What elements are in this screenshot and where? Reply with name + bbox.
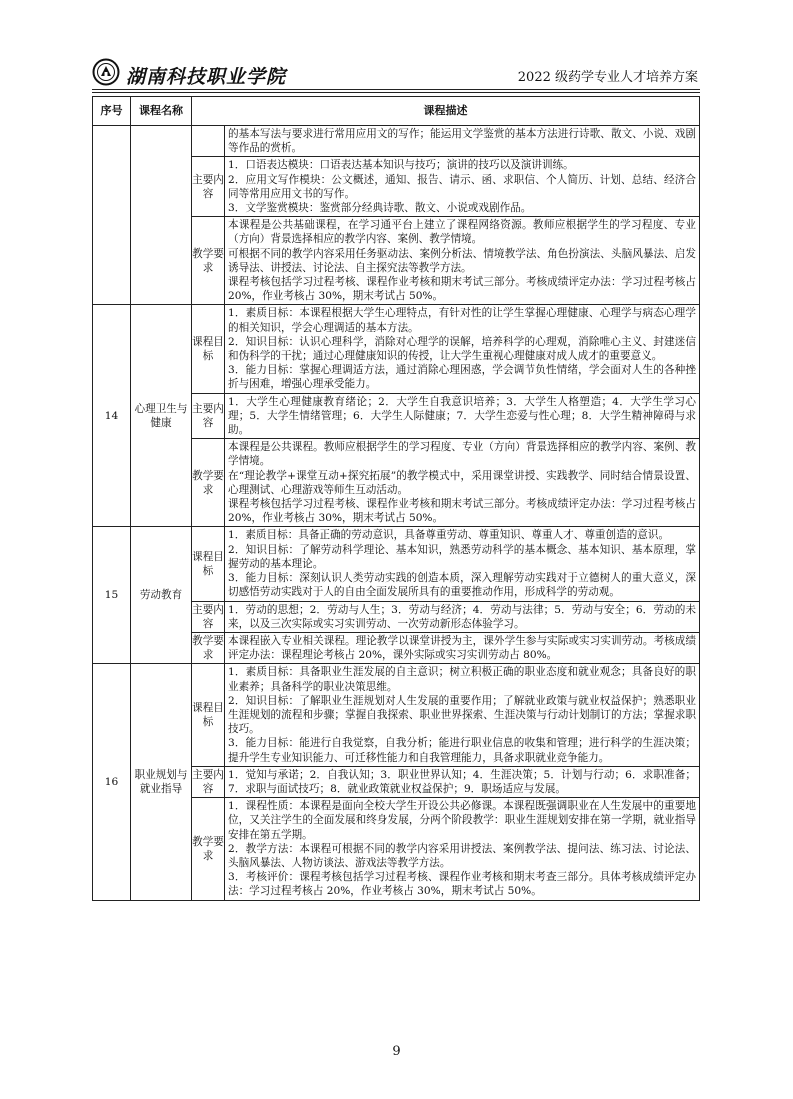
paragraph: 1．大学生心理健康教育绪论；2．大学生自我意识培养；3．大学生人格塑造；4．大学生学习心理；5．大学生情绪管理；6．大学生人际健康；7．大学生恋爱与性心理；8．大学生精神障碍与求助。: [228, 395, 696, 437]
paragraph: 1．口语表达模块：口语表达基本知识与技巧；演讲的技巧以及演讲训练。: [228, 159, 574, 172]
table-row: [93, 126, 700, 157]
target-label: 课程目标: [192, 527, 225, 601]
paragraph: 3．能力目标：掌握心理调适方法，通过消除心理困惑，学会调节负性情绪，学会面对人生的各种挫折与困难，增强心理承受能力。: [228, 364, 696, 391]
method-label: 教学要求: [192, 632, 225, 663]
cont-target-label: [192, 126, 225, 157]
paragraph: 1．素质目标：具备职业生涯发展的自主意识；树立积极正确的职业态度和就业观念；具备良好的职业素养；具备科学的职业决策思维。: [228, 666, 696, 693]
course-target: [225, 305, 700, 393]
cont-name: [131, 126, 192, 305]
paragraph: 2．知识目标：认识心理科学，消除对心理学的误解，培养科学的心理观，消除唯心主义、封建迷信和伪科学的干扰；通过心理健康知识的传授，让大学生重视心理健康对成人成才的重要意义。: [228, 335, 696, 363]
paragraph: 2．应用文写作模块：公文概述，通知、报告、请示、函、求职信、个人简历、计划、总结、经济合同等常用应用文书的写作。: [228, 173, 696, 200]
page-number: 9: [392, 1044, 401, 1059]
paragraph: 2．知识目标：了解劳动科学理论、基本知识，熟悉劳动科学的基本概念、基本知识、基本原理，掌握劳动的基本理论。: [228, 543, 696, 570]
course-name: 劳动教育: [131, 527, 192, 664]
paragraph: 1．素质目标：本课程根据大学生心理特点，有针对性的让学生掌握心理健康、心理学与病态心理学的相关知识，学会心理调适的基本方法。: [228, 307, 696, 334]
cont-method-label: 教学要求: [192, 217, 225, 305]
paragraph: 3．能力目标：深刻认识人类劳动实践的创造本质，深入理解劳动实践对于立德树人的重大意义，深切感悟劳动实践对于人的自由全面发展所具有的重要推动作用，形成科学的劳动观。: [228, 572, 696, 599]
table-header-row: [93, 97, 700, 126]
content-label: 主要内容: [192, 393, 225, 439]
document-title: 2022 级药学专业人才培养方案: [517, 70, 698, 85]
content-label: 主要内容: [192, 766, 225, 797]
course-method: [225, 632, 700, 663]
course-name: 心理卫生与健康: [131, 305, 192, 527]
table-row: [93, 305, 700, 393]
course-no: 15: [93, 527, 131, 664]
target-label: 课程目标: [192, 664, 225, 766]
course-content: [225, 393, 700, 439]
method-label: 教学要求: [192, 439, 225, 527]
course-table: [92, 96, 700, 901]
paragraph: 本课程是公共课程。教师应根据学生的学习程度、专业（方向）背景选择相应的教学内容、案例、教学情境。: [228, 441, 696, 468]
paragraph: 可根据不同的教学内容采用任务驱动法、案例分析法、情境教学法、角色扮演法、头脑风暴法、启发诱导法、讲授法、讨论法、自主探究法等教学方法。: [228, 247, 696, 274]
cont-content: [225, 157, 700, 217]
header-course-desc: 课程描述: [192, 97, 700, 126]
cont-no: [93, 126, 131, 305]
target-label: 课程目标: [192, 305, 225, 393]
cont-target-text: 的基本写法与要求进行常用应用文的写作；能运用文学鉴赏的基本方法进行诗歌、散文、小说、戏剧等作品的赏析。: [225, 126, 700, 157]
table-row: [93, 664, 700, 766]
header-rule-thin: [92, 92, 700, 93]
paragraph: 本课程是公共基础课程，在学习通平台上建立了课程网络资源。教师应根据学生的学习程度、专业（方向）背景选择相应的教学内容、案例、教学情境。: [228, 219, 696, 246]
course-target: [225, 664, 700, 766]
paragraph: 2．知识目标：了解职业生涯规划对人生发展的重要作用；了解就业政策与就业权益保护；熟悉职业生涯规划的流程和步骤；掌握自我探索、职业世界探索、生涯决策与行动计划制订的方法；掌握求职技巧。: [228, 694, 696, 736]
paragraph: 课程考核包括学习过程考核、课程作业考核和期末考试三部分。考核成绩评定办法：学习过程考核占 20%，作业考核占 30%，期末考试占 50%。: [228, 276, 696, 303]
paragraph: 在“理论教学+课堂互动+探究拓展”的教学模式中，采用课堂讲授、实践教学、同时结合情景设置、心理测试、心理游戏等师生互动活动。: [228, 469, 696, 496]
paragraph: 3．考核评价：课程考核包括学习过程考核、课程作业考核和期末考查三部分。具体考核成绩评定办法：学习过程考核占 20%，作业考核占 30%，期末考试占 50%。: [228, 871, 696, 898]
course-content: [225, 766, 700, 797]
cont-content-label: 主要内容: [192, 157, 225, 217]
paragraph: 2．教学方法：本课程可根据不同的教学内容采用讲授法、案例教学法、提问法、练习法、讨论法、头脑风暴法、人物访谈法、游戏法等教学方法。: [228, 842, 696, 869]
paragraph: 本课程嵌入专业相关课程。理论教学以课堂讲授为主，课外学生参与实际或实习实训劳动。考核成绩评定办法：课程理论考核占 20%，课外实际或实习实训劳动占 80%。: [228, 634, 696, 662]
course-no: 14: [93, 305, 131, 527]
header-no: 序号: [93, 97, 131, 126]
course-name: 职业规划与就业指导: [131, 664, 192, 900]
content-label: 主要内容: [192, 601, 225, 632]
paragraph: 1．觉知与承诺；2．自我认知；3．职业世界认知；4．生涯决策；5．计划与行动；6．求职准备；7．求职与面试技巧；8．就业政策就业权益保护；9．职场适应与发展。: [228, 768, 696, 795]
course-method: [225, 798, 700, 900]
cont-method: [225, 217, 700, 305]
method-label: 教学要求: [192, 798, 225, 900]
paragraph: 1．素质目标：具备正确的劳动意识，具备尊重劳动、尊重知识、尊重人才、尊重创造的意识。: [228, 529, 670, 542]
course-target: [225, 527, 700, 601]
header-rule: [92, 89, 700, 90]
header-course-name: 课程名称: [131, 97, 192, 126]
paragraph: 1．劳动的思想；2．劳动与人生；3．劳动与经济；4．劳动与法律；5．劳动与安全；6．劳动的未来，以及三次实际或实习实训劳动、一次劳动新形态体验学习。: [228, 603, 696, 630]
course-method: [225, 439, 700, 527]
paragraph: 3．文学鉴赏模块：鉴赏部分经典诗歌、散文、小说或戏剧作品。: [228, 202, 532, 215]
paragraph: 课程考核包括学习过程考核、课程作业考核和期末考试三部分。考核成绩评定办法：学习过程考核占 20%，作业考核占 30%，期末考试占 50%。: [228, 498, 696, 525]
paragraph: 1．课程性质：本课程是面向全校大学生开设公共必修课。本课程既强调职业在人生发展中的重要地位，又关注学生的全面发展和终身发展，分两个阶段教学：职业生涯规划安排在第一学期，就业指导安排在第五学期。: [228, 800, 696, 841]
paragraph: 3．能力目标：能进行自我觉察，自我分析；能进行职业信息的收集和管理；进行科学的生涯决策；提升学生专业知识能力、可迁移性能力和自我管理能力，具备求职就业竞争能力。: [228, 737, 696, 764]
course-content: [225, 601, 700, 632]
school-name: 湖南科技职业学院: [126, 66, 287, 88]
page-header: [92, 58, 700, 92]
table-row: [93, 527, 700, 601]
school-logo-icon: [92, 58, 120, 86]
course-no: 16: [93, 664, 131, 900]
